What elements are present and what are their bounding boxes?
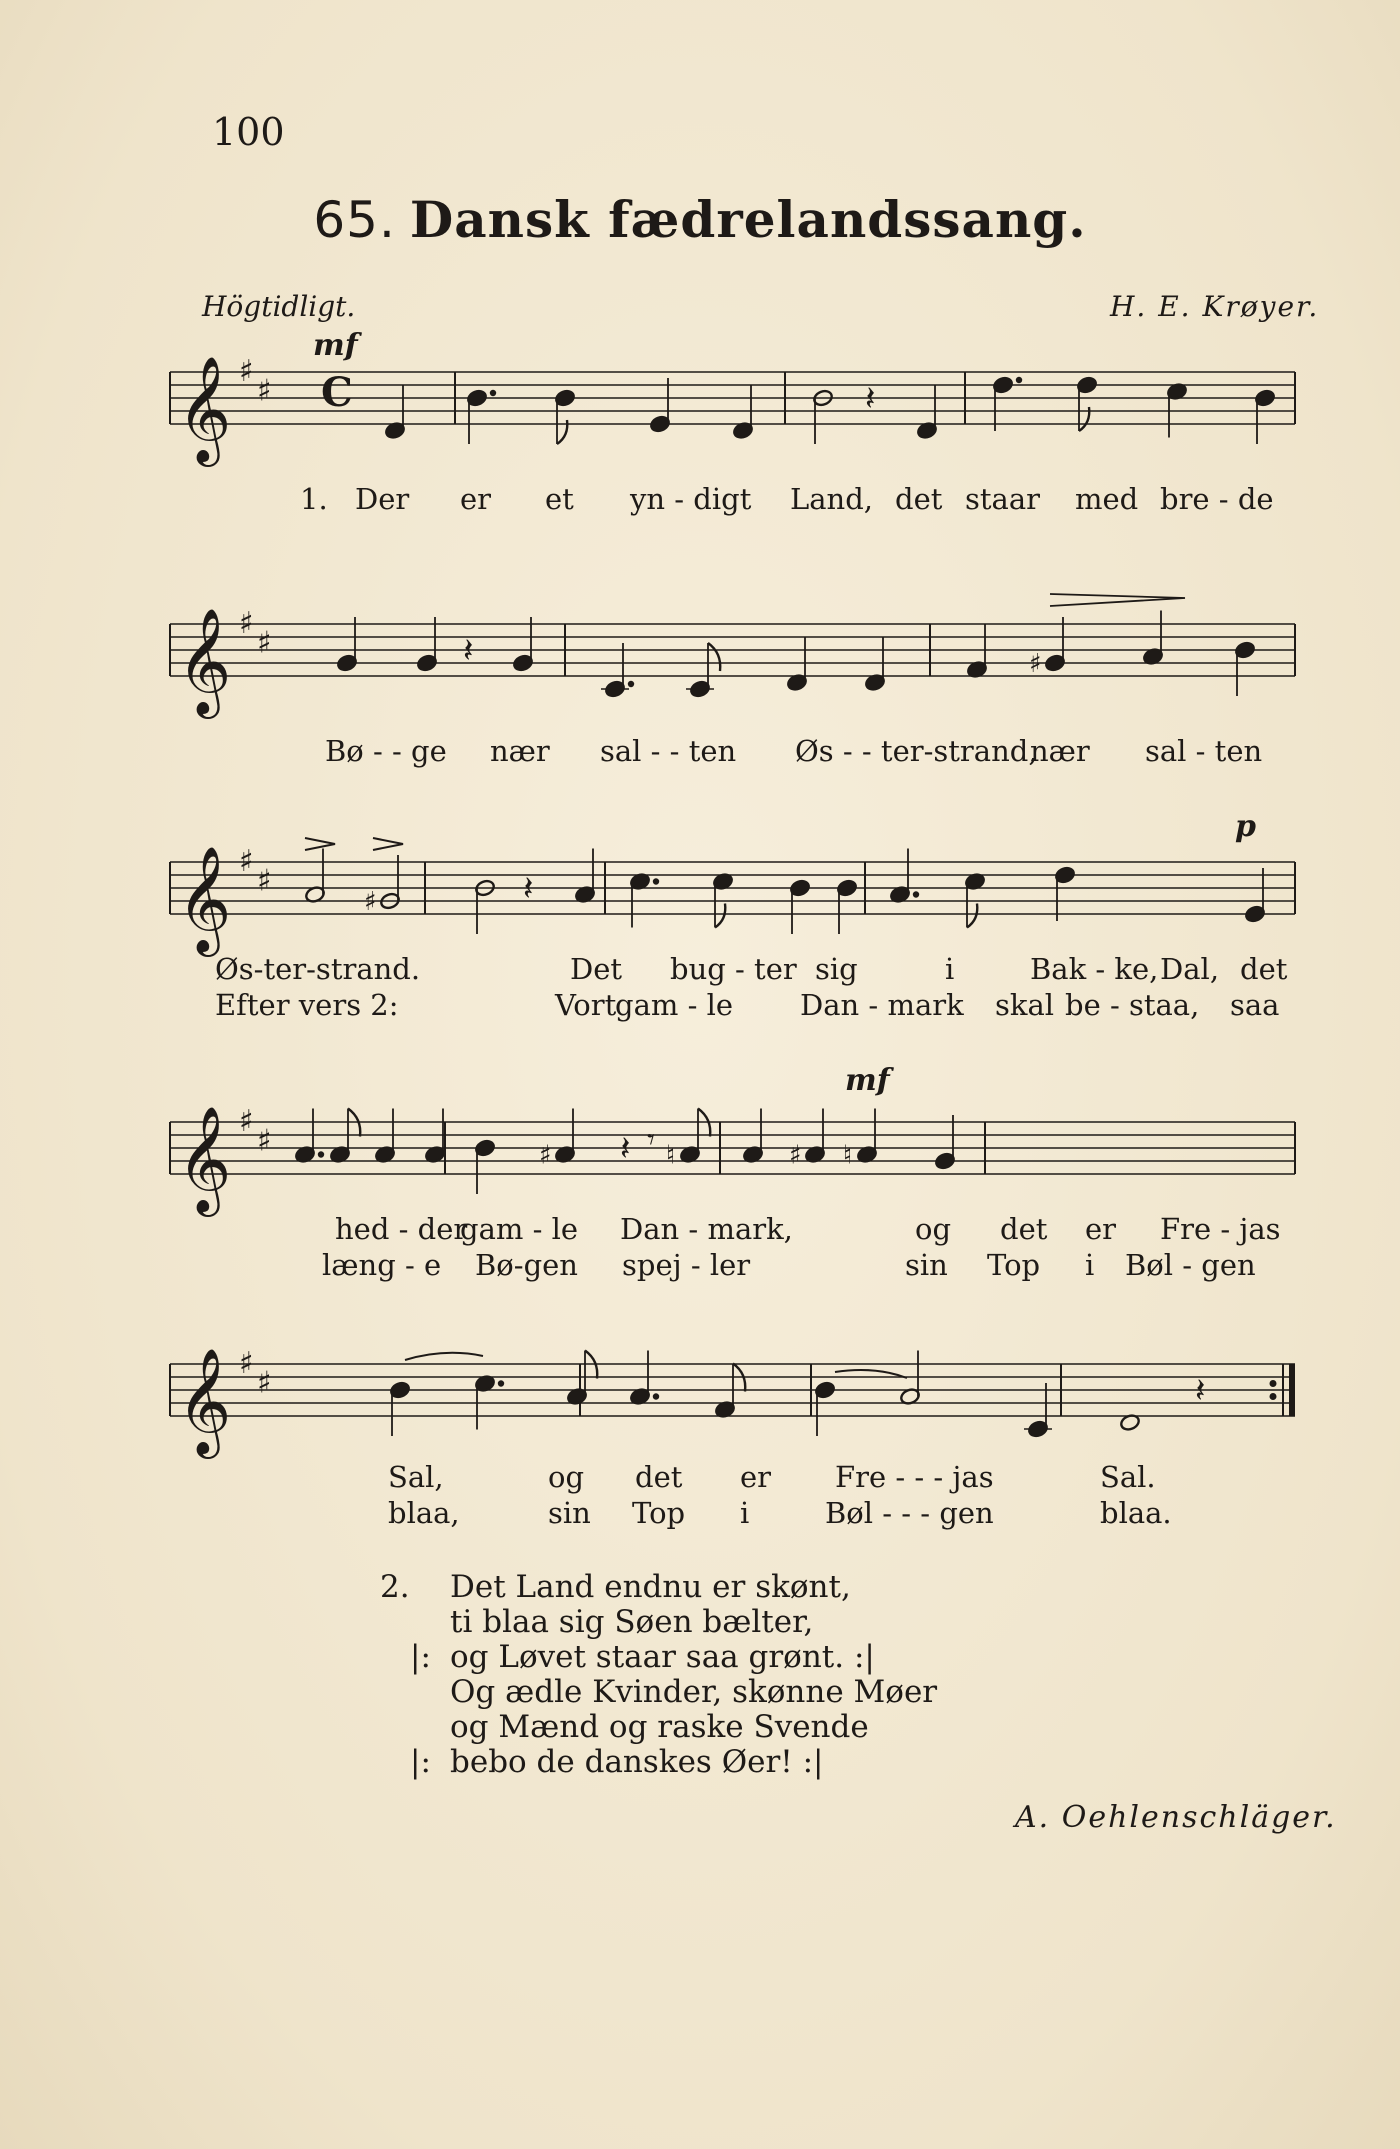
song-title-text: Dansk fædrelandssang. (409, 190, 1087, 249)
verse-number: 2. (380, 1569, 410, 1605)
natural-icon: ♮ (843, 1140, 853, 1171)
sharp-icon: ♯ (239, 1104, 254, 1139)
lyrics-system-2 (0, 734, 1400, 774)
augmentation-dot (498, 1380, 504, 1386)
sharp-icon: ♯ (364, 887, 377, 917)
augmentation-dot (490, 390, 496, 396)
verse-line: |: og Løvet staar saa grønt. :| (410, 1639, 875, 1675)
lyric-syllable: sal - ten (1145, 734, 1263, 768)
staff-system-2 (155, 606, 1315, 732)
lyric-syllable: be - staa, (1065, 988, 1200, 1022)
quarter-rest-icon: 𝄽 (620, 1129, 631, 1169)
augmentation-dot (653, 1393, 659, 1399)
lyric-syllable: gam - le (460, 1212, 579, 1246)
sharp-icon: ♯ (257, 863, 272, 899)
augmentation-dot (628, 681, 634, 687)
augmentation-dot (318, 1151, 324, 1157)
lyric-syllable: Dal, (1160, 952, 1220, 986)
accent-mark (373, 838, 403, 850)
verse-2 (380, 1569, 938, 1780)
lyricist: A. Oehlenschläger. (1015, 1800, 1337, 1835)
lyric-syllable: Dan - mark (800, 988, 964, 1022)
sharp-icon: ♯ (239, 1346, 254, 1381)
lyric-syllable: sin (548, 1496, 591, 1530)
final-barline (1289, 1364, 1295, 1416)
lyric-syllable: Dan - mark, (620, 1212, 793, 1246)
dynamic-mark: mf (845, 1063, 890, 1098)
lyric-syllable: Efter vers 2: (215, 988, 399, 1022)
lyric-syllable: det (635, 1460, 683, 1494)
page-number: 100 (212, 110, 285, 154)
lyric-syllable: Der (355, 482, 410, 516)
crescendo-hairpin (1050, 594, 1185, 606)
augmentation-dot (653, 878, 659, 884)
verse-line: 2. Det Land endnu er skønt, (380, 1569, 851, 1605)
quarter-rest-icon: 𝄽 (865, 379, 876, 419)
lyric-syllable: er (460, 482, 492, 516)
lyric-syllable: er (740, 1460, 772, 1494)
lyric-syllable: Det (570, 952, 623, 986)
lyric-syllable: yn - digt (630, 482, 752, 516)
sharp-icon: ♯ (257, 373, 272, 409)
lyric-syllable: et (545, 482, 574, 516)
sharp-icon: ♯ (257, 1365, 272, 1401)
verse-line: og Mænd og raske Svende (450, 1709, 869, 1745)
lyric-syllable: Fre - jas (1160, 1212, 1281, 1246)
lyric-syllable: i (740, 1496, 750, 1530)
lyric-syllable: sal - - ten (600, 734, 737, 768)
lyric-syllable: saa (1230, 988, 1280, 1022)
sharp-icon: ♯ (789, 1140, 802, 1171)
note-flag (708, 643, 720, 671)
lyrics-system-3 (0, 952, 1400, 1032)
lyric-syllable: Bø - - ge (325, 734, 447, 768)
note-flag (967, 904, 977, 928)
lyric-syllable: og (915, 1212, 952, 1246)
note-flag (715, 904, 725, 928)
lyric-syllable: 1. (300, 482, 328, 516)
lyric-syllable: det (895, 482, 943, 516)
lyric-syllable: læng - e (322, 1248, 442, 1282)
sharp-icon: ♯ (539, 1140, 552, 1171)
lyric-syllable: blaa, (388, 1496, 460, 1530)
lyric-syllable: Vort (555, 988, 617, 1022)
treble-clef-icon: 𝄞 (177, 355, 232, 462)
lyric-syllable: Bøl - gen (1125, 1248, 1256, 1282)
lyric-syllable: skal (995, 988, 1055, 1022)
repeat-open-sign: |: (410, 1744, 431, 1780)
sharp-icon: ♯ (257, 625, 272, 661)
repeat-dot (1270, 1380, 1277, 1387)
dynamic-mark: mf (313, 328, 358, 363)
augmentation-dot (1016, 377, 1022, 383)
lyric-syllable: Bø-gen (475, 1248, 578, 1282)
lyric-syllable: blaa. (1100, 1496, 1172, 1530)
lyric-syllable: Øs-ter-strand. (215, 952, 421, 986)
lyric-syllable: Top (987, 1248, 1041, 1282)
treble-clef-icon: 𝄞 (177, 1105, 232, 1212)
lyric-syllable: nær (490, 734, 550, 768)
lyric-syllable: bug - ter (670, 952, 797, 986)
repeat-close-sign: :| (802, 1744, 824, 1780)
lyrics-system-1 (0, 482, 1400, 522)
verse-line: Og ædle Kvinder, skønne Møer (450, 1674, 938, 1710)
augmentation-dot (913, 891, 919, 897)
lyric-syllable: Sal, (388, 1460, 444, 1494)
slur (405, 1353, 483, 1360)
accent-mark (305, 838, 335, 850)
sharp-icon: ♯ (257, 1123, 272, 1159)
tempo-marking: Högtidligt. (202, 290, 356, 323)
lyric-syllable: hed - der (335, 1212, 468, 1246)
eighth-rest-icon: 𝄾 (647, 1122, 655, 1158)
treble-clef-icon: 𝄞 (177, 845, 232, 952)
lyric-syllable: sig (815, 952, 858, 986)
lyric-syllable: med (1075, 482, 1139, 516)
lyric-syllable: er (1085, 1212, 1117, 1246)
repeat-dot (1270, 1393, 1277, 1400)
lyric-syllable: i (1085, 1248, 1095, 1282)
quarter-rest-icon: 𝄽 (523, 869, 534, 909)
song-title (0, 190, 1400, 249)
sharp-icon: ♯ (239, 844, 254, 879)
lyric-syllable: Sal. (1100, 1460, 1156, 1494)
lyric-syllable: Øs - - ter-strand, (795, 734, 1038, 768)
lyric-syllable: det (1000, 1212, 1048, 1246)
lyric-syllable: og (548, 1460, 585, 1494)
natural-icon: ♮ (666, 1140, 676, 1171)
lyric-syllable: sin (905, 1248, 948, 1282)
repeat-close-sign: :| (853, 1639, 875, 1675)
lyric-syllable: gam - le (615, 988, 734, 1022)
common-time-icon: C (321, 369, 353, 416)
lyric-syllable: Fre - - - jas (835, 1460, 994, 1494)
quarter-rest-icon: 𝄽 (463, 631, 474, 671)
staff-system-1 (155, 328, 1315, 480)
quarter-rest-icon: 𝄽 (1195, 1371, 1206, 1411)
lyric-syllable: Bøl - - - gen (825, 1496, 994, 1530)
sharp-icon: ♯ (239, 354, 254, 389)
sharp-icon: ♯ (239, 606, 254, 641)
lyric-syllable: Land, (790, 482, 874, 516)
repeat-open-sign: |: (410, 1639, 431, 1675)
lyric-syllable: Top (632, 1496, 686, 1530)
lyric-syllable: i (945, 952, 955, 986)
treble-clef-icon: 𝄞 (177, 1347, 232, 1454)
treble-clef-icon: 𝄞 (177, 607, 232, 714)
lyric-syllable: Bak - ke, (1030, 952, 1159, 986)
lyrics-system-4 (0, 1212, 1400, 1292)
lyric-syllable: bre - de (1160, 482, 1274, 516)
verse-line: |: bebo de danskes Øer! :| (410, 1744, 824, 1780)
sharp-icon: ♯ (1029, 649, 1042, 679)
verse-line: ti blaa sig Søen bælter, (450, 1604, 814, 1640)
lyric-syllable: spej - ler (622, 1248, 751, 1282)
lyrics-system-5 (0, 1460, 1400, 1540)
dynamic-mark: p (1235, 809, 1256, 844)
lyric-syllable: det (1240, 952, 1288, 986)
song-number: 65. (313, 191, 396, 249)
composer: H. E. Krøyer. (1110, 290, 1320, 323)
lyric-syllable: staar (965, 482, 1040, 516)
lyric-syllable: nær (1030, 734, 1090, 768)
staff-system-5 (155, 1346, 1315, 1472)
